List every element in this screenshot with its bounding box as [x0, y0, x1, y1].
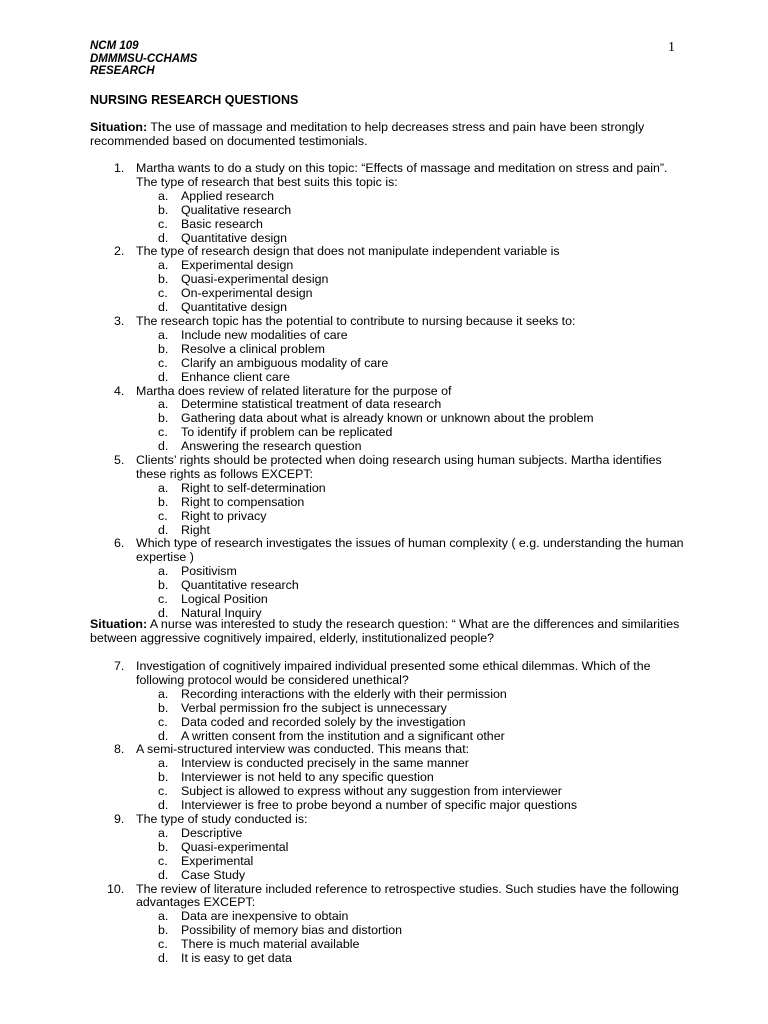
option-text: Answering the research question — [181, 439, 362, 454]
option-text: On-experimental design — [181, 286, 313, 301]
question-text: The type of study conducted is: — [136, 811, 308, 826]
answer-option — [136, 426, 692, 440]
option-letter: b. — [158, 494, 169, 509]
question-item — [0, 743, 768, 813]
subject-name: RESEARCH — [90, 65, 155, 77]
answer-options — [136, 259, 692, 315]
option-letter: a. — [158, 188, 169, 203]
option-text: Applied research — [181, 188, 274, 203]
answer-option — [136, 952, 692, 966]
question-item — [0, 883, 768, 966]
option-text: Natural Inquiry — [181, 606, 262, 620]
option-letter: d. — [158, 369, 169, 384]
institution-name: DMMMSU-CCHAMS — [90, 52, 198, 65]
option-text: Logical Position — [181, 592, 268, 607]
option-letter: d. — [158, 230, 169, 245]
question-number: 4. — [114, 383, 125, 398]
situation-label: Situation: — [90, 120, 148, 134]
option-text: It is easy to get data — [181, 951, 292, 966]
option-letter: d. — [158, 606, 169, 620]
question-number: 2. — [114, 244, 125, 259]
option-letter: b. — [158, 839, 169, 854]
answer-option — [136, 440, 692, 454]
option-letter: d. — [158, 951, 169, 966]
page-number: 1 — [668, 40, 675, 55]
option-letter: a. — [158, 327, 169, 342]
question-item — [0, 162, 768, 245]
course-code: NCM 109 — [90, 40, 139, 52]
answer-option — [136, 702, 692, 716]
answer-options — [136, 329, 692, 385]
option-letter: c. — [158, 508, 168, 523]
answer-option — [136, 785, 692, 799]
option-text: Possibility of memory bias and distortion — [181, 923, 403, 938]
question-item — [0, 454, 768, 537]
answer-option — [136, 593, 692, 607]
question-number: 6. — [114, 536, 125, 551]
option-letter: a. — [158, 909, 169, 924]
answer-option — [136, 232, 692, 246]
option-letter: a. — [158, 825, 169, 840]
question-item — [0, 537, 768, 620]
option-letter: d. — [158, 300, 169, 315]
document-title: NURSING RESEARCH QUESTIONS — [90, 93, 299, 107]
situation-paragraph — [90, 121, 690, 149]
answer-option — [136, 190, 692, 204]
answer-option — [136, 510, 692, 524]
answer-option — [136, 910, 692, 924]
answer-option — [136, 938, 692, 952]
answer-option — [136, 841, 692, 855]
option-letter: c. — [158, 714, 168, 729]
option-text: Right to compensation — [181, 494, 305, 509]
option-text: Clarify an ambiguous modality of care — [181, 355, 389, 370]
option-text: Interviewer is not held to any specific question — [181, 770, 434, 785]
situation-paragraph — [90, 618, 690, 646]
question-item — [0, 813, 768, 883]
question-item — [0, 660, 768, 743]
answer-options — [136, 565, 692, 621]
option-text: Verbal permission fro the subject is unnecessary — [181, 700, 447, 715]
option-letter: b. — [158, 411, 169, 426]
answer-option — [136, 496, 692, 510]
answer-options — [136, 398, 692, 454]
answer-options — [136, 482, 692, 538]
option-text: Interview is conducted precisely in the same manner — [181, 756, 469, 771]
question-text: The research topic has the potential to contribute to nursing because it seeks to: — [136, 313, 576, 328]
option-letter: a. — [158, 397, 169, 412]
answer-option — [136, 688, 692, 702]
option-text: Right to self-determination — [181, 480, 326, 495]
answer-options — [136, 757, 692, 813]
answer-option — [136, 329, 692, 343]
option-letter: a. — [158, 480, 169, 495]
option-text: Experimental design — [181, 258, 294, 273]
option-letter: b. — [158, 923, 169, 938]
answer-option — [136, 869, 692, 883]
question-number: 5. — [114, 453, 125, 468]
option-letter: c. — [158, 286, 168, 301]
option-text: Experimental — [181, 853, 254, 868]
answer-option — [136, 412, 692, 426]
option-text: Quantitative design — [181, 300, 288, 315]
option-letter: c. — [158, 355, 168, 370]
question-text: Martha does review of related literature for the purpose of — [136, 383, 452, 398]
option-text: Data coded and recorded solely by the investigation — [181, 714, 466, 729]
answer-option — [136, 301, 692, 315]
answer-options — [136, 827, 692, 883]
question-text: Clients’ rights should be protected when doing research using human subjects. Martha identifies these rights as follows EXCEPT: — [136, 453, 662, 481]
option-text: Resolve a clinical problem — [181, 341, 325, 356]
answer-option — [136, 371, 692, 385]
answer-option — [136, 730, 692, 744]
question-number: 8. — [114, 742, 125, 757]
option-letter: d. — [158, 522, 169, 537]
option-text: Subject is allowed to express without any suggestion from interviewer — [181, 784, 562, 799]
option-text: Gathering data about what is already known or unknown about the problem — [181, 411, 594, 426]
answer-option — [136, 259, 692, 273]
answer-option — [136, 218, 692, 232]
option-text: Include new modalities of care — [181, 327, 348, 342]
option-letter: b. — [158, 700, 169, 715]
option-text: Descriptive — [181, 825, 243, 840]
option-text: Right — [181, 522, 210, 537]
option-text: There is much material available — [181, 937, 360, 952]
question-text: The type of research design that does not manipulate independent variable is — [136, 244, 560, 259]
option-letter: c. — [158, 216, 168, 231]
option-text: Quantitative research — [181, 578, 299, 593]
option-text: Right to privacy — [181, 508, 267, 523]
question-number: 7. — [114, 659, 125, 673]
answer-option — [136, 579, 692, 593]
answer-option — [136, 757, 692, 771]
question-number: 3. — [114, 313, 125, 328]
question-text: Which type of research investigates the issues of human complexity ( e.g. understanding the human expertise ) — [136, 536, 684, 565]
option-text: To identify if problem can be replicated — [181, 425, 393, 440]
option-letter: a. — [158, 258, 169, 273]
option-letter: c. — [158, 425, 168, 440]
option-letter: a. — [158, 756, 169, 771]
answer-option — [136, 855, 692, 869]
question-number: 1. — [114, 161, 125, 175]
option-letter: a. — [158, 564, 169, 579]
question-item — [0, 315, 768, 385]
question-text: The review of literature included reference to retrospective studies. Such studies have the following advantages EXCEPT: — [136, 881, 679, 910]
option-text: Determine statistical treatment of data research — [181, 397, 442, 412]
option-text: Positivism — [181, 564, 237, 579]
answer-option — [136, 482, 692, 496]
option-letter: d. — [158, 439, 169, 454]
answer-options — [136, 190, 692, 246]
option-text: Case Study — [181, 867, 246, 882]
option-letter: d. — [158, 728, 169, 743]
answer-options — [136, 910, 692, 966]
answer-option — [136, 273, 692, 287]
question-list — [0, 162, 768, 621]
option-text: Basic research — [181, 216, 263, 231]
answer-option — [136, 799, 692, 813]
situation-text: A nurse was interested to study the research question: “ What are the differences and similarities between aggressive cognitively impaired, elderly, institutionalized people? — [90, 617, 680, 645]
option-text: Qualitative research — [181, 202, 292, 217]
answer-option — [136, 827, 692, 841]
answer-option — [136, 524, 692, 538]
option-text: Data are inexpensive to obtain — [181, 909, 349, 924]
question-list — [0, 660, 768, 966]
answer-option — [136, 565, 692, 579]
option-text: A written consent from the institution and a significant other — [181, 728, 505, 743]
option-letter: b. — [158, 341, 169, 356]
answer-option — [136, 924, 692, 938]
option-letter: b. — [158, 272, 169, 287]
option-text: Enhance client care — [181, 369, 290, 384]
answer-options — [136, 688, 692, 744]
option-letter: c. — [158, 592, 168, 607]
question-text: A semi-structured interview was conducted. This means that: — [136, 742, 470, 757]
option-letter: b. — [158, 770, 169, 785]
answer-option — [136, 287, 692, 301]
option-letter: b. — [158, 578, 169, 593]
option-text: Recording interactions with the elderly with their permission — [181, 686, 507, 701]
answer-option — [136, 771, 692, 785]
option-text: Quasi-experimental design — [181, 272, 329, 287]
option-letter: d. — [158, 867, 169, 882]
question-item — [0, 245, 768, 315]
option-text: Interviewer is free to probe beyond a number of specific major questions — [181, 798, 578, 813]
option-letter: d. — [158, 798, 169, 813]
answer-option — [136, 398, 692, 412]
question-text: Investigation of cognitively impaired individual presented some ethical dilemmas. Which of the following protocol would be considered unethical? — [136, 659, 651, 687]
question-number: 9. — [114, 811, 125, 826]
question-number: 10. — [107, 881, 125, 896]
option-letter: c. — [158, 784, 168, 799]
situation-label: Situation: — [90, 617, 148, 631]
option-letter: c. — [158, 937, 168, 952]
answer-option — [136, 343, 692, 357]
option-letter: a. — [158, 686, 169, 701]
situation-text: The use of massage and meditation to help decreases stress and pain have been strongly recommended based on documented testimonials. — [90, 120, 645, 148]
option-text: Quantitative design — [181, 230, 288, 245]
answer-option — [136, 357, 692, 371]
option-letter: c. — [158, 853, 168, 868]
option-letter: b. — [158, 202, 169, 217]
question-text: Martha wants to do a study on this topic: “Effects of massage and meditation on stress and pain”. The type of research that best suits this topic is: — [136, 161, 668, 189]
course-header — [90, 40, 197, 78]
answer-option — [136, 204, 692, 218]
question-item — [0, 385, 768, 455]
answer-option — [136, 716, 692, 730]
option-text: Quasi-experimental — [181, 839, 289, 854]
